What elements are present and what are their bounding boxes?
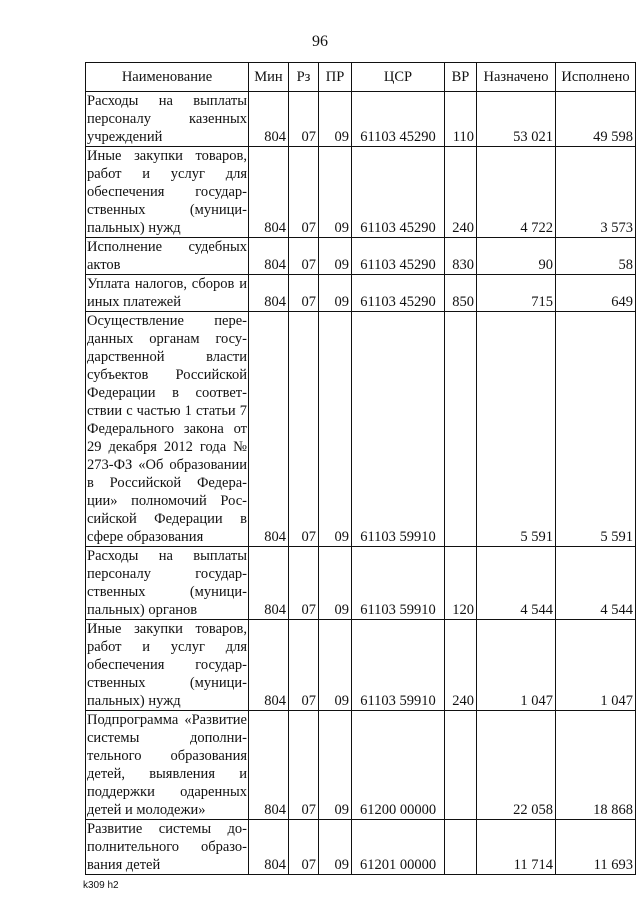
table-row	[86, 820, 636, 875]
row-name: Развитие системы дополнительного образования детей	[87, 821, 247, 873]
cell-rz: 07	[289, 620, 319, 711]
row-name: Исполнение судебных актов	[87, 239, 247, 273]
cell-vr: 850	[445, 275, 477, 312]
cell-rz: 07	[289, 275, 319, 312]
cell-rz: 07	[289, 547, 319, 620]
cell-min: 804	[249, 92, 289, 147]
cell-csr: 61103 45290	[352, 92, 445, 147]
cell-rz: 07	[289, 238, 319, 275]
cell-min: 804	[249, 547, 289, 620]
row-name: Осуществление переданных органам государственной власти субъектов Российской Федерации в соответствии с частью 1 статьи 7 Федерального закона от 29 декабря 2012 года № 273-ФЗ «Об образовании в Российской Федерации» полномочий Российской Федерации в сфере образования	[87, 313, 247, 545]
table-row	[86, 275, 636, 312]
row-name: Расходы на выплаты персоналу государственных (муниципальных) органов	[87, 548, 247, 618]
cell-assigned: 4 544	[477, 547, 556, 620]
header-name: Наименование	[86, 63, 249, 92]
cell-executed: 5 591	[556, 312, 636, 547]
cell-pr: 09	[319, 238, 352, 275]
header-rz: Рз	[289, 63, 319, 92]
cell-assigned: 22 058	[477, 711, 556, 820]
cell-pr: 09	[319, 92, 352, 147]
cell-executed: 11 693	[556, 820, 636, 875]
table-row	[86, 312, 636, 547]
cell-executed: 4 544	[556, 547, 636, 620]
cell-pr: 09	[319, 820, 352, 875]
cell-min: 804	[249, 711, 289, 820]
cell-vr: 120	[445, 547, 477, 620]
cell-vr: 240	[445, 620, 477, 711]
cell-rz: 07	[289, 147, 319, 238]
cell-pr: 09	[319, 620, 352, 711]
cell-executed: 3 573	[556, 147, 636, 238]
cell-rz: 07	[289, 92, 319, 147]
cell-pr: 09	[319, 711, 352, 820]
cell-vr: 110	[445, 92, 477, 147]
cell-vr	[445, 820, 477, 875]
cell-csr: 61103 59910	[352, 312, 445, 547]
cell-vr: 240	[445, 147, 477, 238]
cell-csr: 61103 45290	[352, 147, 445, 238]
cell-min: 804	[249, 312, 289, 547]
cell-vr	[445, 312, 477, 547]
table-row	[86, 547, 636, 620]
cell-rz: 07	[289, 312, 319, 547]
budget-table	[85, 62, 636, 875]
cell-vr	[445, 711, 477, 820]
cell-assigned: 53 021	[477, 92, 556, 147]
row-name: Подпрограмма «Развитие системы дополнительного образования детей, выявления и поддержки одаренных детей и молодежи»	[87, 712, 247, 818]
row-name: Иные закупки товаров, работ и услуг для обеспечения государственных (муниципальных) нужд	[87, 148, 247, 236]
header-vr: ВР	[445, 63, 477, 92]
cell-min: 804	[249, 275, 289, 312]
cell-csr: 61103 45290	[352, 238, 445, 275]
cell-assigned: 11 714	[477, 820, 556, 875]
cell-rz: 07	[289, 820, 319, 875]
table-row	[86, 620, 636, 711]
cell-executed: 18 868	[556, 711, 636, 820]
header-assigned: Назначено	[477, 63, 556, 92]
cell-rz: 07	[289, 711, 319, 820]
table-row	[86, 147, 636, 238]
header-csr: ЦСР	[352, 63, 445, 92]
cell-csr: 61103 59910	[352, 547, 445, 620]
cell-executed: 58	[556, 238, 636, 275]
table-row	[86, 711, 636, 820]
footer-code: k309 h2	[83, 880, 119, 891]
cell-csr: 61103 59910	[352, 620, 445, 711]
table-header-row	[86, 63, 636, 92]
cell-assigned: 715	[477, 275, 556, 312]
cell-csr: 61200 00000	[352, 711, 445, 820]
cell-pr: 09	[319, 275, 352, 312]
cell-assigned: 90	[477, 238, 556, 275]
table-row	[86, 238, 636, 275]
cell-assigned: 4 722	[477, 147, 556, 238]
cell-min: 804	[249, 820, 289, 875]
cell-pr: 09	[319, 547, 352, 620]
row-name: Иные закупки товаров, работ и услуг для обеспечения государственных (муниципальных) нужд	[87, 621, 247, 709]
header-executed: Исполнено	[556, 63, 636, 92]
cell-executed: 1 047	[556, 620, 636, 711]
cell-pr: 09	[319, 147, 352, 238]
cell-assigned: 1 047	[477, 620, 556, 711]
cell-pr: 09	[319, 312, 352, 547]
cell-min: 804	[249, 620, 289, 711]
cell-executed: 49 598	[556, 92, 636, 147]
table-row	[86, 92, 636, 147]
cell-csr: 61103 45290	[352, 275, 445, 312]
cell-assigned: 5 591	[477, 312, 556, 547]
page-number: 96	[312, 33, 328, 50]
cell-min: 804	[249, 238, 289, 275]
cell-min: 804	[249, 147, 289, 238]
cell-vr: 830	[445, 238, 477, 275]
cell-csr: 61201 00000	[352, 820, 445, 875]
header-pr: ПР	[319, 63, 352, 92]
row-name: Уплата налогов, сборов и иных платежей	[87, 276, 247, 310]
cell-executed: 649	[556, 275, 636, 312]
row-name: Расходы на выплаты персоналу казенных учреждений	[87, 93, 247, 145]
header-min: Мин	[249, 63, 289, 92]
